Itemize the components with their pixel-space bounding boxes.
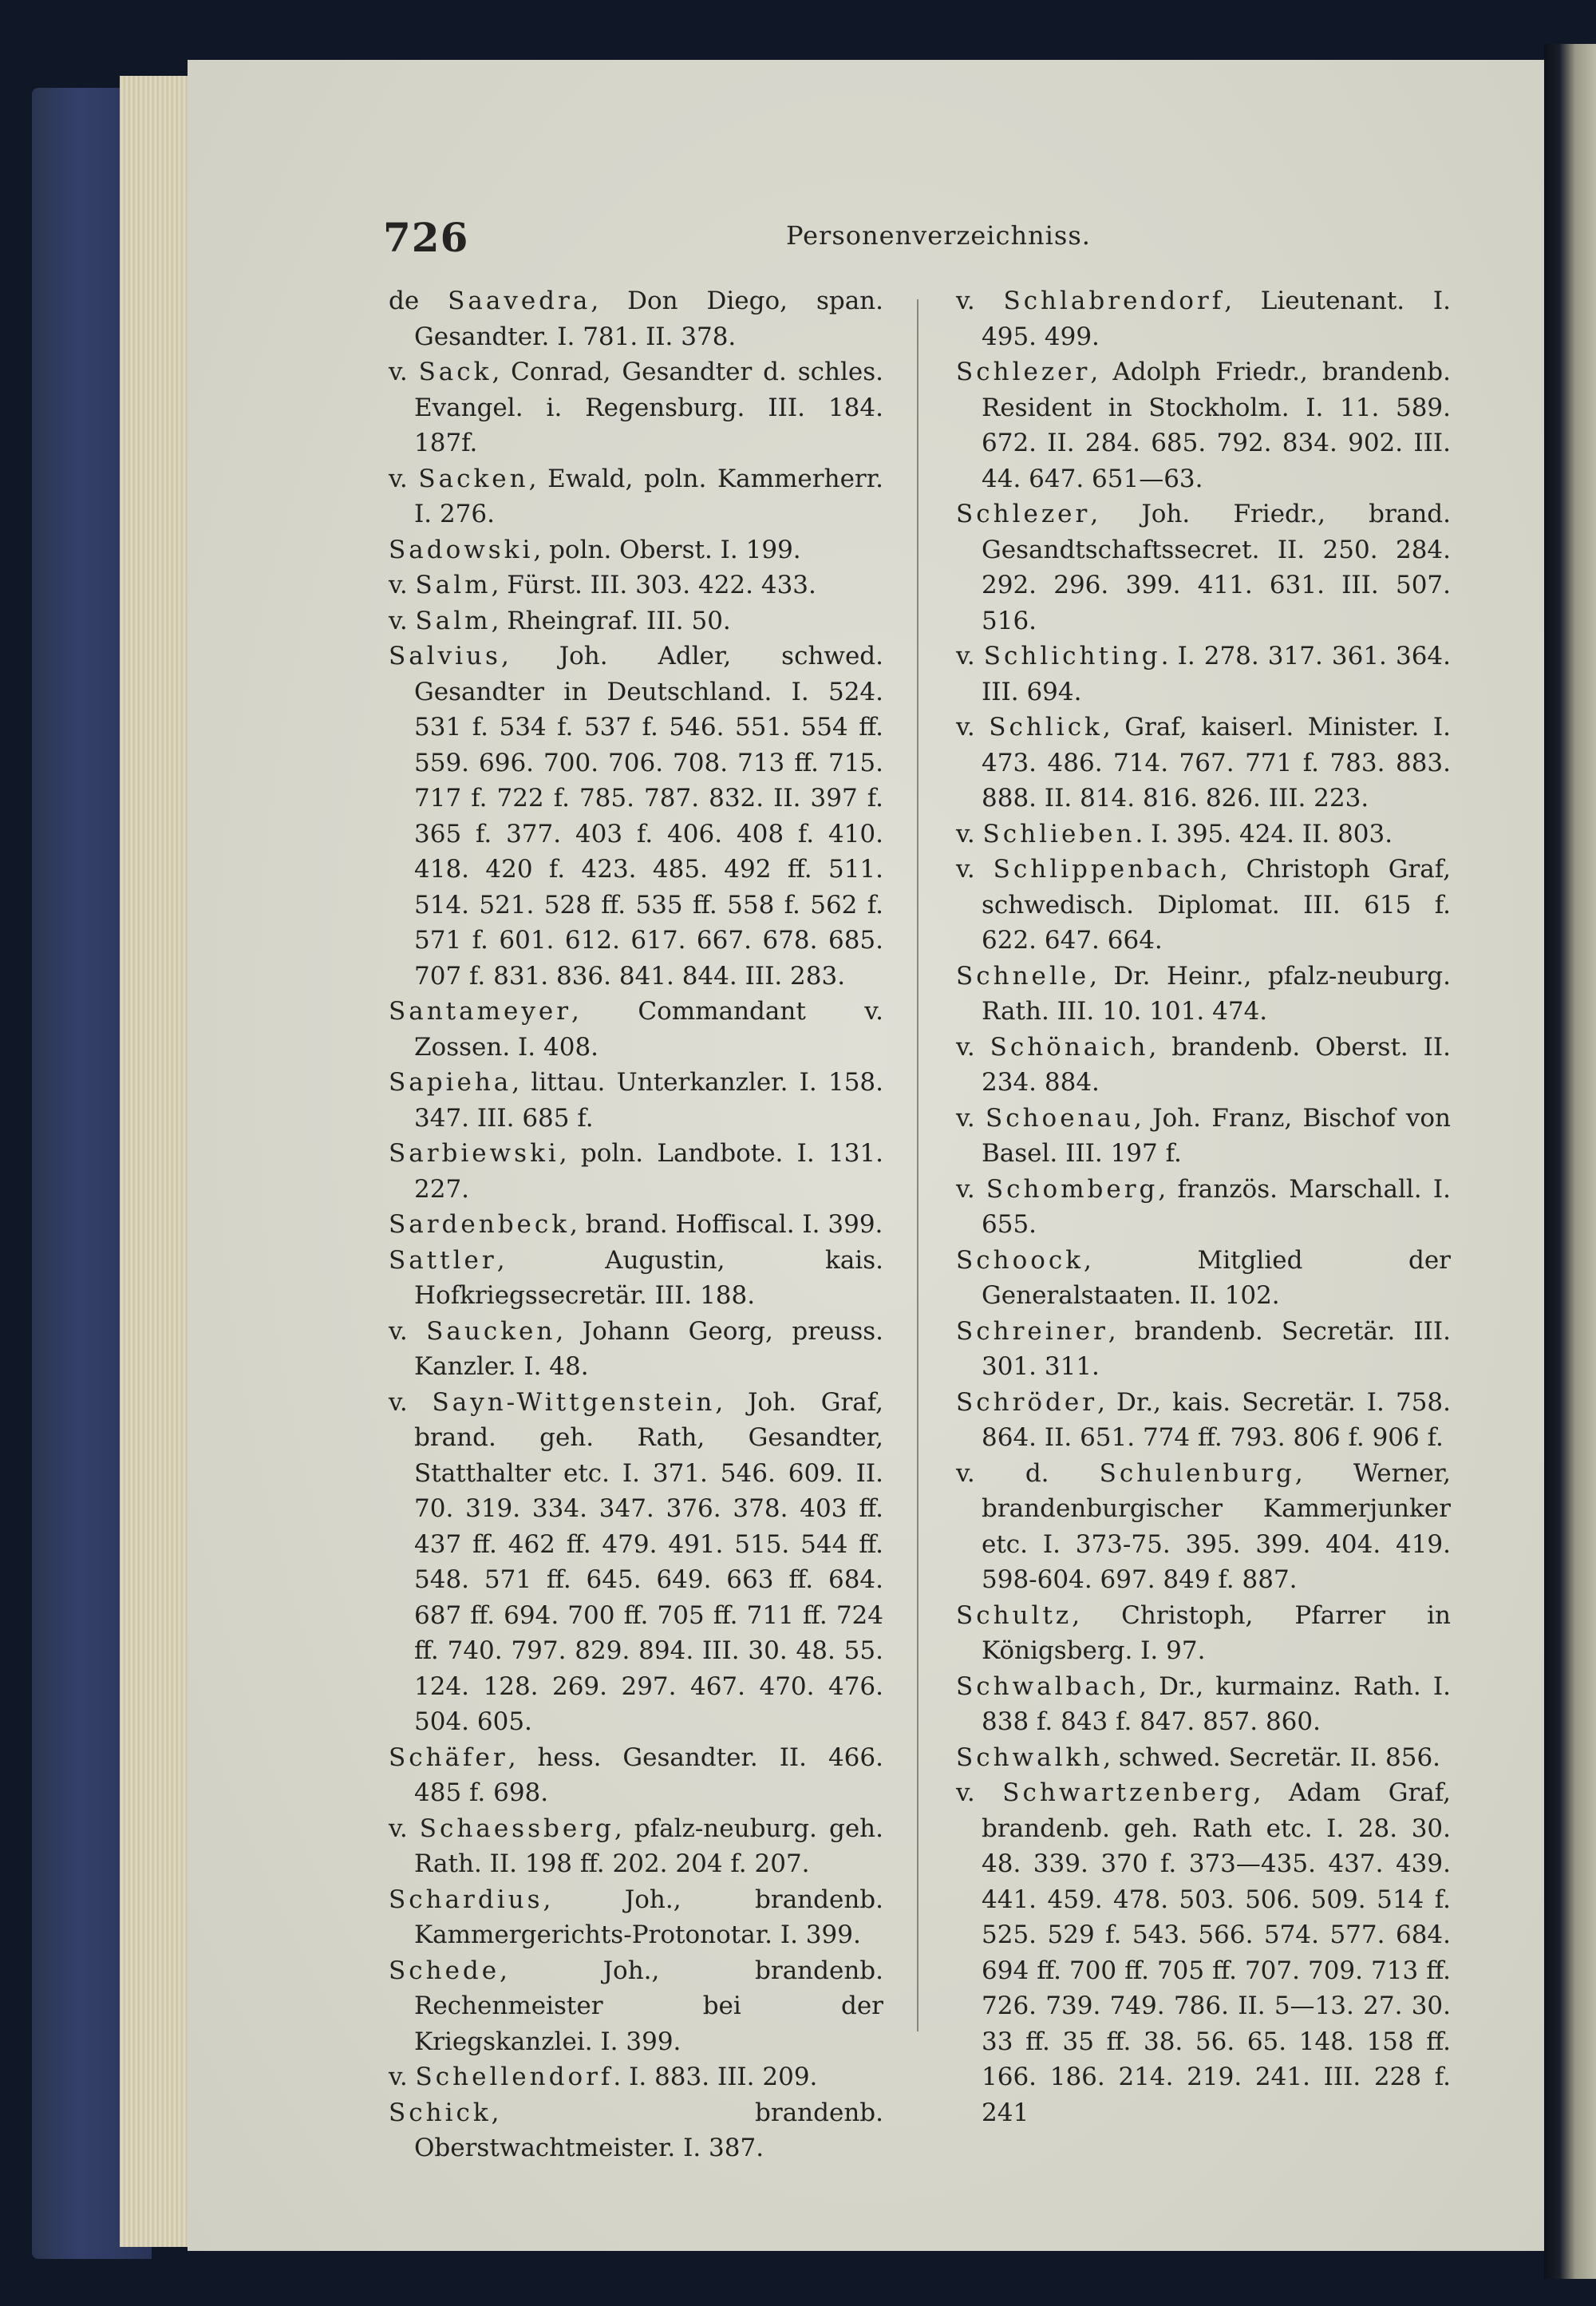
page-stack-edge — [120, 76, 196, 2247]
index-entry — [389, 1136, 883, 1207]
entry-references: , Rheingraf. III. 50. — [491, 606, 731, 635]
index-entry — [956, 1740, 1451, 1776]
entry-prefix: v. — [956, 1778, 1003, 1807]
entry-name: Schwalkh — [956, 1742, 1104, 1772]
index-entry — [956, 1172, 1451, 1243]
facing-page-edge — [1544, 44, 1596, 2279]
entry-name: Schulenburg — [1099, 1458, 1295, 1488]
index-entry — [956, 496, 1451, 639]
entry-name: Schick — [389, 2098, 492, 2127]
index-entry — [956, 1456, 1451, 1598]
entry-references: , poln. Landbote. I. 131. 227. — [414, 1139, 883, 1204]
index-entry — [389, 1207, 883, 1243]
entry-references: , hess. Gesandter. II. 466. 485 f. 698. — [414, 1742, 883, 1807]
entry-prefix: v. — [956, 819, 983, 848]
entry-name: Schreiner — [956, 1316, 1108, 1346]
entry-prefix: v. — [389, 358, 419, 386]
entry-name: Schultz — [956, 1600, 1073, 1630]
index-entry — [956, 1243, 1451, 1314]
entry-references: , Don Diego, span. Gesandter. I. 781. II. 378. — [414, 287, 883, 351]
entry-references: , Dr., kurmainz. Rath. I. 838 f. 843 f. 847. 857. 860. — [982, 1671, 1451, 1736]
entry-references: , Fürst. III. 303. 422. 433. — [491, 571, 816, 599]
index-entry — [956, 1598, 1451, 1669]
entry-references: . I. 883. III. 209. — [613, 2063, 818, 2091]
entry-references: , Dr., kais. Secretär. I. 758. 864. II. 651. 774 ff. 793. 806 f. 906 f. — [982, 1387, 1451, 1452]
entry-references: , Johann Georg, preuss. Kanzler. I. 48. — [414, 1316, 883, 1381]
entry-prefix: v. — [956, 1032, 990, 1062]
index-entry — [956, 1669, 1451, 1740]
page-number: 726 — [383, 214, 469, 261]
entry-name: Sapieha — [389, 1068, 512, 1097]
entry-references: , Adolph Friedr., brandenb. Resident in Stockholm. I. 11. 589. 672. II. 284. 685. 792. 834. 902. III. 44. 647. 651—63. — [982, 358, 1451, 493]
index-column-right — [956, 283, 1451, 2130]
running-head: Personenverzeichniss. — [786, 220, 1091, 251]
entry-name: Schlippenbach — [993, 855, 1220, 884]
entry-prefix: v. — [389, 1316, 427, 1346]
entry-references: , Christoph Graf, schwedisch. Diplomat. III. 615 f. 622. 647. 664. — [982, 855, 1452, 955]
entry-name: Schlieben — [982, 819, 1136, 848]
entry-name: Schröder — [956, 1387, 1098, 1417]
entry-references: , Joh. Friedr., brand. Gesandtschaftssecret. II. 250. 284. 292. 296. 399. 411. 631. III. 507. 516. — [982, 500, 1451, 635]
entry-references: , Christoph, Pfarrer in Königsberg. I. 97. — [982, 1600, 1451, 1665]
entry-name: Sattler — [389, 1245, 497, 1275]
entry-references: , Lieutenant. I. 495. 499. — [982, 287, 1451, 351]
index-entry — [956, 283, 1451, 354]
index-entry — [389, 1385, 883, 1740]
index-entry — [389, 1882, 883, 1953]
entry-name: Schellendorf — [415, 2063, 614, 2091]
entry-references: , littau. Unterkanzler. I. 158. 347. III. 685 f. — [414, 1068, 883, 1133]
entry-name: Schoenau — [985, 1103, 1134, 1133]
index-entry — [389, 603, 883, 639]
entry-references: , Joh. Graf, brand. geh. Rath, Gesandter, Statthalter etc. I. 371. 546. 609. II. 70. 319. 334. 347. 376. 378. 403 ff. 437 ff. 462 ff. 479. 491. 515. 544 ff. 548. 571 ff. 645. 649. 663 ff. 684. 687 ff. 694. 700 ff. 705 ff. 711 ff. 724 ff. 740. 797. 829. 894. III. 30. 48. 55. 124. 128. 269. 297. 467. 470. 476. 504. 605. — [414, 1387, 883, 1736]
entry-references: , brand. Hoffiscal. I. 399. — [570, 1210, 883, 1239]
entry-name: Schede — [389, 1956, 500, 1985]
index-entry — [956, 639, 1451, 710]
entry-name: Schaessberg — [419, 1814, 614, 1843]
index-column-left — [389, 283, 883, 2166]
entry-prefix: v. — [956, 1174, 986, 1204]
index-entry — [956, 1775, 1451, 2130]
entry-references: , Augustin, kais. Hofkriegssecretär. III. 188. — [414, 1245, 883, 1310]
entry-references: , pfalz-neuburg. geh. Rath. II. 198 ff. 202. 204 f. 207. — [414, 1814, 883, 1878]
entry-references: , Joh. Adler, schwed. Gesandter in Deutschland. I. 524. 531 f. 534 f. 537 f. 546. 551. 554 ff. 559. 696. 700. 706. 708. 713 ff. 715. 717 f. 722 f. 785. 787. 832. II. 397 f. 365 f. 377. 403 f. 406. 408 f. 410. 418. 420 f. 423. 485. 492 ff. 511. 514. 521. 528 ff. 535 ff. 558 f. 562 f. 571 f. 601. 612. 617. 667. 678. 685. 707 f. 831. 836. 841. 844. III. 283. — [414, 642, 883, 991]
entry-name: Sayn-Wittgenstein — [432, 1387, 716, 1417]
index-entry — [956, 959, 1451, 1030]
index-entry — [956, 817, 1451, 852]
entry-references: , Conrad, Gesandter d. schles. Evangel. i. Regensburg. III. 184. 187f. — [414, 358, 883, 457]
entry-name: Saucken — [426, 1316, 556, 1346]
entry-prefix: v. — [389, 606, 416, 635]
entry-references: , brandenb. Oberst. II. 234. 884. — [982, 1032, 1452, 1097]
entry-name: Schomberg — [986, 1174, 1159, 1204]
index-entry — [389, 1811, 883, 1882]
entry-name: Sadowski — [389, 535, 534, 564]
entry-references: . I. 278. 317. 361. 364. III. 694. — [982, 642, 1451, 706]
entry-references: , Adam Graf, brandenb. geh. Rath etc. I. 28. 30. 48. 339. 370 f. 373—435. 437. 439. 441. 459. 478. 503. 506. 509. 514 f. 525. 529 f. 543. 566. 574. 577. 684. 694 ff. 700 ff. 705 ff. 707. 709. 713 ff. 726. 739. 749. 786. II. 5—13. 27. 30. 33 ff. 35 ff. 38. 56. 65. 148. 158 ff. 166. 186. 214. 219. 241. III. 228 f. 241 — [982, 1778, 1451, 2127]
entry-prefix: v. — [389, 2063, 416, 2091]
entry-references: , poln. Oberst. I. 199. — [533, 535, 801, 564]
entry-references: , Dr. Heinr., pfalz-neuburg. Rath. III. 10. 101. 474. — [982, 961, 1451, 1026]
entry-prefix: v. — [956, 287, 1004, 315]
entry-prefix: v. — [956, 642, 984, 670]
entry-references: , Commandant v. Zossen. I. 408. — [414, 997, 883, 1062]
column-divider — [917, 299, 918, 2031]
entry-references: , Joh., brandenb. Kammergerichts-Protonotar. I. 399. — [414, 1885, 883, 1949]
index-entry — [956, 852, 1451, 959]
entry-references: , brandenb. Secretär. III. 301. 311. — [982, 1316, 1451, 1381]
entry-prefix: v. — [389, 1814, 420, 1843]
entry-name: Salm — [415, 571, 492, 599]
entry-prefix: v. — [956, 855, 994, 884]
entry-name: Sarbiewski — [389, 1139, 559, 1168]
entry-name: Schlabrendorf — [1003, 287, 1225, 315]
index-entry — [389, 461, 883, 532]
entry-references: , Ewald, poln. Kammerherr. I. 276. — [414, 464, 883, 528]
index-entry — [956, 1101, 1451, 1172]
index-entry — [956, 1314, 1451, 1385]
entry-references: , Mitglied der Generalstaaten. II. 102. — [982, 1245, 1451, 1310]
entry-references: . I. 395. 424. II. 803. — [1135, 819, 1393, 848]
entry-name: Schardius — [389, 1885, 543, 1914]
index-entry — [956, 1385, 1451, 1456]
entry-name: Schlick — [989, 713, 1103, 742]
entry-name: Schönaich — [990, 1032, 1149, 1062]
entry-references: , Joh. Franz, Bischof von Basel. III. 197 f. — [982, 1103, 1451, 1168]
entry-name: Sardenbeck — [389, 1210, 571, 1239]
entry-prefix: v. d. — [956, 1458, 1100, 1488]
entry-references: , Werner, brandenburgischer Kammerjunker etc. I. 373-75. 395. 399. 404. 419. 598-604. 697. 849 f. 887. — [982, 1458, 1451, 1594]
entry-name: Schwalbach — [956, 1671, 1140, 1701]
index-entry — [956, 1030, 1451, 1101]
entry-prefix: v. — [956, 713, 990, 742]
index-entry — [389, 639, 883, 994]
entry-prefix: de — [389, 287, 448, 315]
index-entry — [389, 1314, 883, 1385]
entry-prefix: v. — [389, 1387, 433, 1417]
entry-references: , französ. Marschall. I. 655. — [982, 1174, 1451, 1239]
index-entry — [389, 1065, 883, 1136]
entry-name: Salvius — [389, 642, 501, 670]
index-entry — [389, 354, 883, 461]
entry-references: , brandenb. Oberstwachtmeister. I. 387. — [414, 2098, 883, 2162]
index-entry — [956, 354, 1451, 496]
entry-prefix: v. — [956, 1103, 986, 1133]
index-entry — [389, 568, 883, 603]
index-entry — [389, 994, 883, 1065]
index-entry — [956, 710, 1451, 817]
entry-prefix: v. — [389, 464, 419, 493]
entry-references: , schwed. Secretär. II. 856. — [1103, 1742, 1441, 1772]
entry-name: Schäfer — [389, 1742, 508, 1772]
entry-name: Schwartzenberg — [1002, 1778, 1254, 1807]
entry-name: Salm — [415, 606, 492, 635]
entry-name: Schlezer — [956, 500, 1091, 528]
entry-name: Sack — [418, 358, 492, 386]
page-header — [383, 214, 1444, 270]
entry-name: Santameyer — [389, 997, 572, 1026]
entry-prefix: v. — [389, 571, 416, 599]
index-entry — [389, 2059, 883, 2095]
index-entry — [389, 283, 883, 354]
entry-references: , Joh., brandenb. Rechenmeister bei der Kriegskanzlei. I. 399. — [414, 1956, 883, 2056]
entry-name: Schlezer — [956, 358, 1091, 386]
index-entry — [389, 1953, 883, 2060]
index-entry — [389, 1243, 883, 1314]
index-entry — [389, 532, 883, 568]
entry-name: Schnelle — [956, 961, 1090, 991]
entry-name: Sacken — [418, 464, 529, 493]
entry-name: Saavedra — [448, 287, 591, 315]
entry-references: , Graf, kaiserl. Minister. I. 473. 486. 714. 767. 771 f. 783. 883. 888. II. 814. 816. 826. III. 223. — [982, 713, 1452, 813]
index-entry — [389, 1740, 883, 1811]
entry-name: Schlichting — [983, 642, 1161, 670]
entry-name: Schoock — [956, 1245, 1084, 1275]
index-entry — [389, 2095, 883, 2166]
